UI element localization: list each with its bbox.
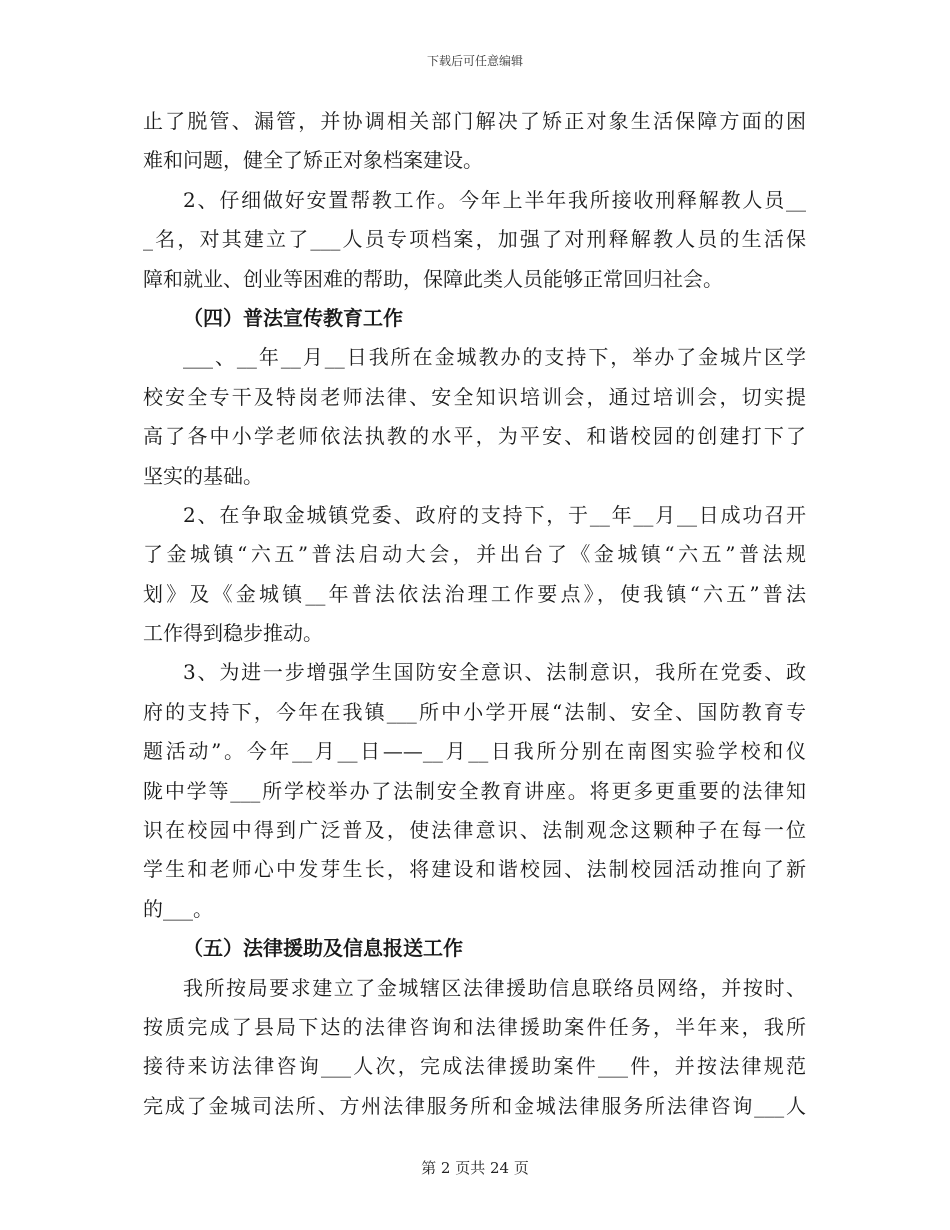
text-line: 陇中学等___所学校举办了法制安全教育讲座。将更多更重要的法律知 (143, 778, 806, 803)
paragraph-first-line: 我所按局要求建立了金城辖区法律援助信息联络员网络，并按时、 (183, 975, 806, 1000)
document-body (143, 102, 806, 1126)
paragraph-last-line: 难和问题，健全了矫正对象档案建设。 (143, 148, 483, 173)
text-line: 完成了金城司法所、方州法律服务所和金城法律服务所法律咨询___人 (143, 1093, 806, 1118)
paragraph-first-line: 2、仔细做好安置帮教工作。今年上半年我所接收刑释解教人员__ (183, 187, 806, 212)
text-line: 止了脱管、漏管，并协调相关部门解决了矫正对象生活保障方面的困 (143, 109, 806, 133)
paragraph-last-line: 坚实的基础。 (143, 463, 263, 488)
text-line: 了金城镇“六五”普法启动大会，并出台了《金城镇“六五”普法规 (143, 542, 806, 567)
paragraph-last-line: 工作得到稳步推动。 (143, 621, 323, 646)
paragraph-last-line: 的___。 (143, 896, 213, 921)
paragraph-first-line: ___、__年__月__日我所在金城教办的支持下，举办了金城片区学 (183, 345, 806, 370)
text-line: 识在校园中得到广泛普及，使法律意识、法制观念这颗种子在每一位 (143, 818, 806, 843)
text-line: _名，对其建立了___人员专项档案，加强了对刑释解教人员的生活保 (143, 227, 806, 252)
section-heading: （四）普法宣传教育工作 (183, 305, 403, 330)
text-line: 按质完成了县局下达的法律咨询和法律援助案件任务，半年来，我所 (143, 1014, 806, 1039)
text-line: 校安全专干及特岗老师法律、安全知识培训会，通过培训会，切实提 (143, 384, 806, 409)
text-line: 学生和老师心中发芽生长，将建设和谐校园、法制校园活动推向了新 (143, 857, 806, 882)
paragraph-last-line: 障和就业、创业等困难的帮助，保障此类人员能够正常回归社会。 (143, 266, 723, 291)
text-line: 府的支持下，今年在我镇___所中小学开展“法制、安全、国防教育专 (143, 699, 806, 724)
section-heading: （五）法律援助及信息报送工作 (183, 936, 463, 961)
page-number: 第 2 页共 24 页 (421, 1159, 529, 1177)
paragraph-first-line: 2、在争取金城镇党委、政府的支持下，于__年__月__日成功召开 (183, 502, 806, 527)
paragraph-first-line: 3、为进一步增强学生国防安全意识、法制意识，我所在党委、政 (183, 660, 806, 685)
text-line: 接待来访法律咨询___人次，完成法律援助案件___件，并按法律规范 (143, 1054, 806, 1079)
text-line: 划》及《金城镇__年普法依法治理工作要点》，使我镇“六五”普法 (143, 581, 806, 606)
text-line: 高了各中小学老师依法执教的水平，为平安、和谐校园的创建打下了 (143, 424, 806, 449)
text-line: 题活动”。今年__月__日——__月__日我所分别在南图实验学校和仪 (143, 739, 806, 764)
page-header-note: 下载后可任意编辑 (426, 54, 523, 68)
